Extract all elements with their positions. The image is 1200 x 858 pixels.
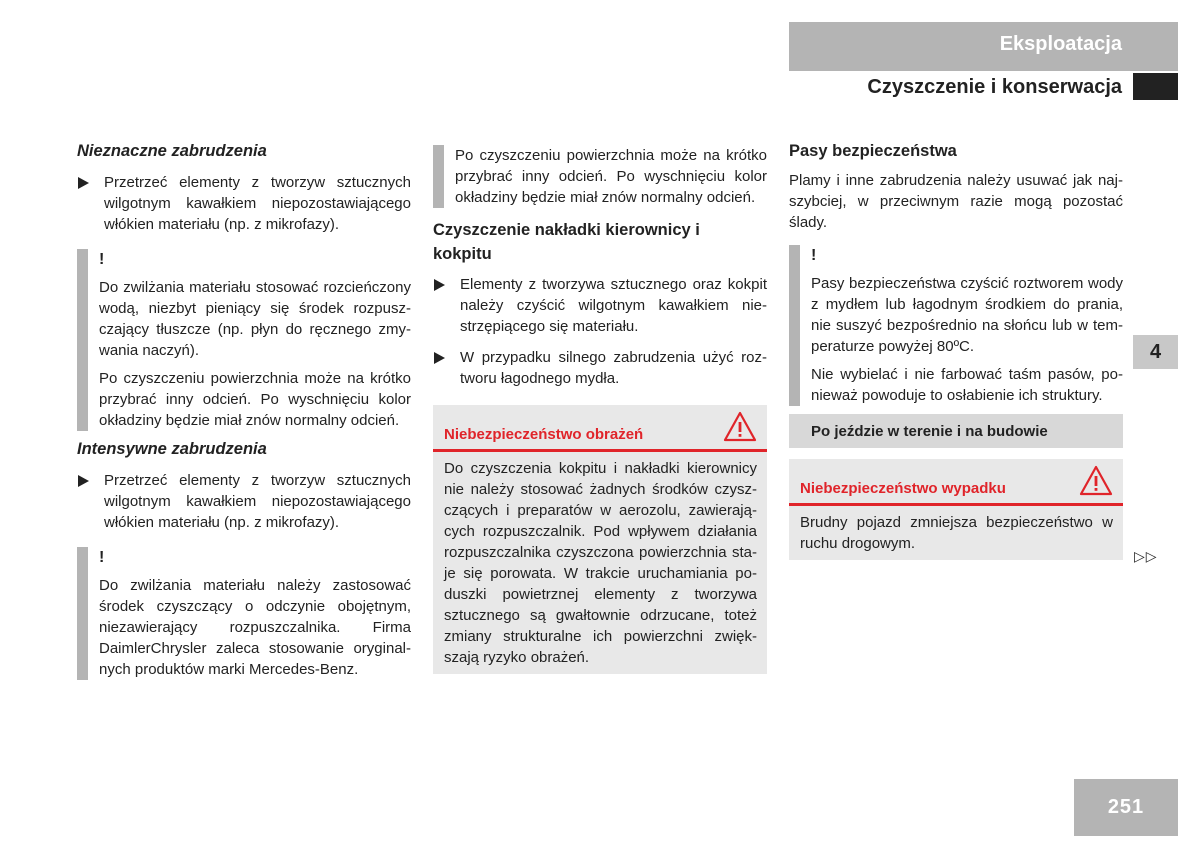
warning-triangle-icon — [723, 411, 757, 442]
list-item — [433, 274, 767, 337]
bullet-text: Przetrzeć elementy z tworzyw sztucznych wilgotnym kawałkiem niepozostawiającego włókien materiału (np. z mikrofazy). — [104, 174, 411, 233]
note-bar — [77, 249, 88, 431]
warning-title: Niebezpieczeństwo obrażeń — [444, 426, 644, 443]
heading-intensive-dirt: Intensywne zabrudzenia — [77, 440, 267, 458]
chapter-tab: 4 — [1133, 335, 1178, 369]
bullet-triangle-icon — [78, 177, 89, 189]
section-title: Eksploatacja — [999, 33, 1122, 55]
exclamation-icon: ! — [99, 251, 105, 268]
header-marker-block — [1133, 73, 1178, 100]
bullet-triangle-icon — [434, 352, 445, 364]
heading-seat-belts: Pasy bezpieczeństwa — [789, 142, 957, 160]
heading-steering-cockpit: Czyszczenie nakładki kierownicy i kokpitu — [433, 221, 700, 263]
warning-header — [433, 405, 767, 452]
page-number: 251 — [1074, 779, 1178, 836]
column-left — [77, 141, 411, 680]
note-bar — [433, 145, 444, 208]
bullet-triangle-icon — [78, 475, 89, 487]
note-text: Pasy bezpieczeństwa czyścić roztworem wody z mydłem lub łagodnym środkiem do prania, nie suszyć bezpośrednio na słońcu lub w temperaturze powyżej 80ºC. — [811, 275, 1123, 355]
note-box — [77, 249, 411, 431]
list-item — [77, 172, 411, 235]
body-paragraph: Plamy i inne zabrudzenia należy usuwać jak najszybciej, w przeciwnym razie mogą pozostać ślady. — [789, 172, 1123, 231]
column-middle — [433, 145, 767, 674]
note-bar — [77, 547, 88, 680]
bullet-text: Elementy z tworzywa sztucznego oraz kokpit należy czyścić wilgotnym kawałkiem niestrzępiącego się materiału. — [460, 276, 767, 335]
note-text: Do zwilżania materiału należy zastosować środek czyszczący o odczynie obojętnym, niezawierający rozpuszczalnika. Firma DaimlerChrysler zaleca stosowanie oryginalnych produktów marki Mercedes-Benz. — [99, 577, 411, 678]
warning-header — [789, 459, 1123, 506]
note-bar — [789, 245, 800, 406]
bullet-text: Przetrzeć elementy z tworzyw sztucznych wilgotnym kawałkiem niepozostawiającego włókien materiału (np. z mikrofazy). — [104, 472, 411, 531]
exclamation-icon: ! — [811, 247, 817, 264]
note-box — [77, 547, 411, 680]
warning-box-accident — [789, 459, 1123, 560]
section-label-offroad: Po jeździe w terenie i na budowie — [789, 414, 1123, 448]
list-item — [77, 470, 411, 533]
warning-box-injury — [433, 405, 767, 674]
column-right — [789, 141, 1123, 560]
list-item — [433, 347, 767, 389]
note-text: Do zwilżania materiału stosować rozcieńczony wodą, niezbyt pieniący się środek rozpuszczający tłuszcze (np. płyn do ręcznego zmywania naczyń). — [99, 279, 411, 359]
warning-triangle-icon — [1079, 465, 1113, 496]
note-text: Po czyszczeniu powierzchnia może na krótko przybrać inny odcień. Po wyschnięciu kolor okładziny będzie miał znów normalny odcień. — [99, 370, 411, 429]
bullet-triangle-icon — [434, 279, 445, 291]
warning-title: Niebezpieczeństwo wypadku — [800, 480, 1006, 497]
note-text: Po czyszczeniu powierzchnia może na krótko przybrać inny odcień. Po wyschnięciu kolor okładziny będzie miał znów normalny odcień. — [455, 147, 767, 206]
note-text: Nie wybielać i nie farbować taśm pasów, ponieważ powoduje to osłabienie ich struktury. — [811, 366, 1123, 404]
exclamation-icon: ! — [99, 549, 105, 566]
note-box — [789, 245, 1123, 406]
warning-text: Do czyszczenia kokpitu i nakładki kierownicy nie należy stosować żadnych środków czyszczących i preparatów w aerozolu, zawierających rozpuszczalnik. Pod wpływem działania rozpuszczalnika czyszczona powierzchnia staje się porowata. W trakcie uruchamiania poduszki powietrznej elementy z tworzywa sztucznego są gwałtownie odrzucane, toteż zmiany strukturalne ich powierzchni zwiększają ryzyko obrażeń. — [444, 460, 757, 666]
note-box-continued — [433, 145, 767, 208]
bullet-text: W przypadku silnego zabrudzenia użyć roztworu łagodnego mydła. — [460, 349, 767, 387]
chapter-title: Czyszczenie i konserwacja — [867, 76, 1122, 98]
continue-arrows-icon: ▷▷ — [1134, 548, 1158, 564]
heading-minor-dirt: Nieznaczne zabrudzenia — [77, 142, 267, 160]
warning-text: Brudny pojazd zmniejsza bezpieczeństwo w ruchu drogowym. — [800, 514, 1113, 552]
